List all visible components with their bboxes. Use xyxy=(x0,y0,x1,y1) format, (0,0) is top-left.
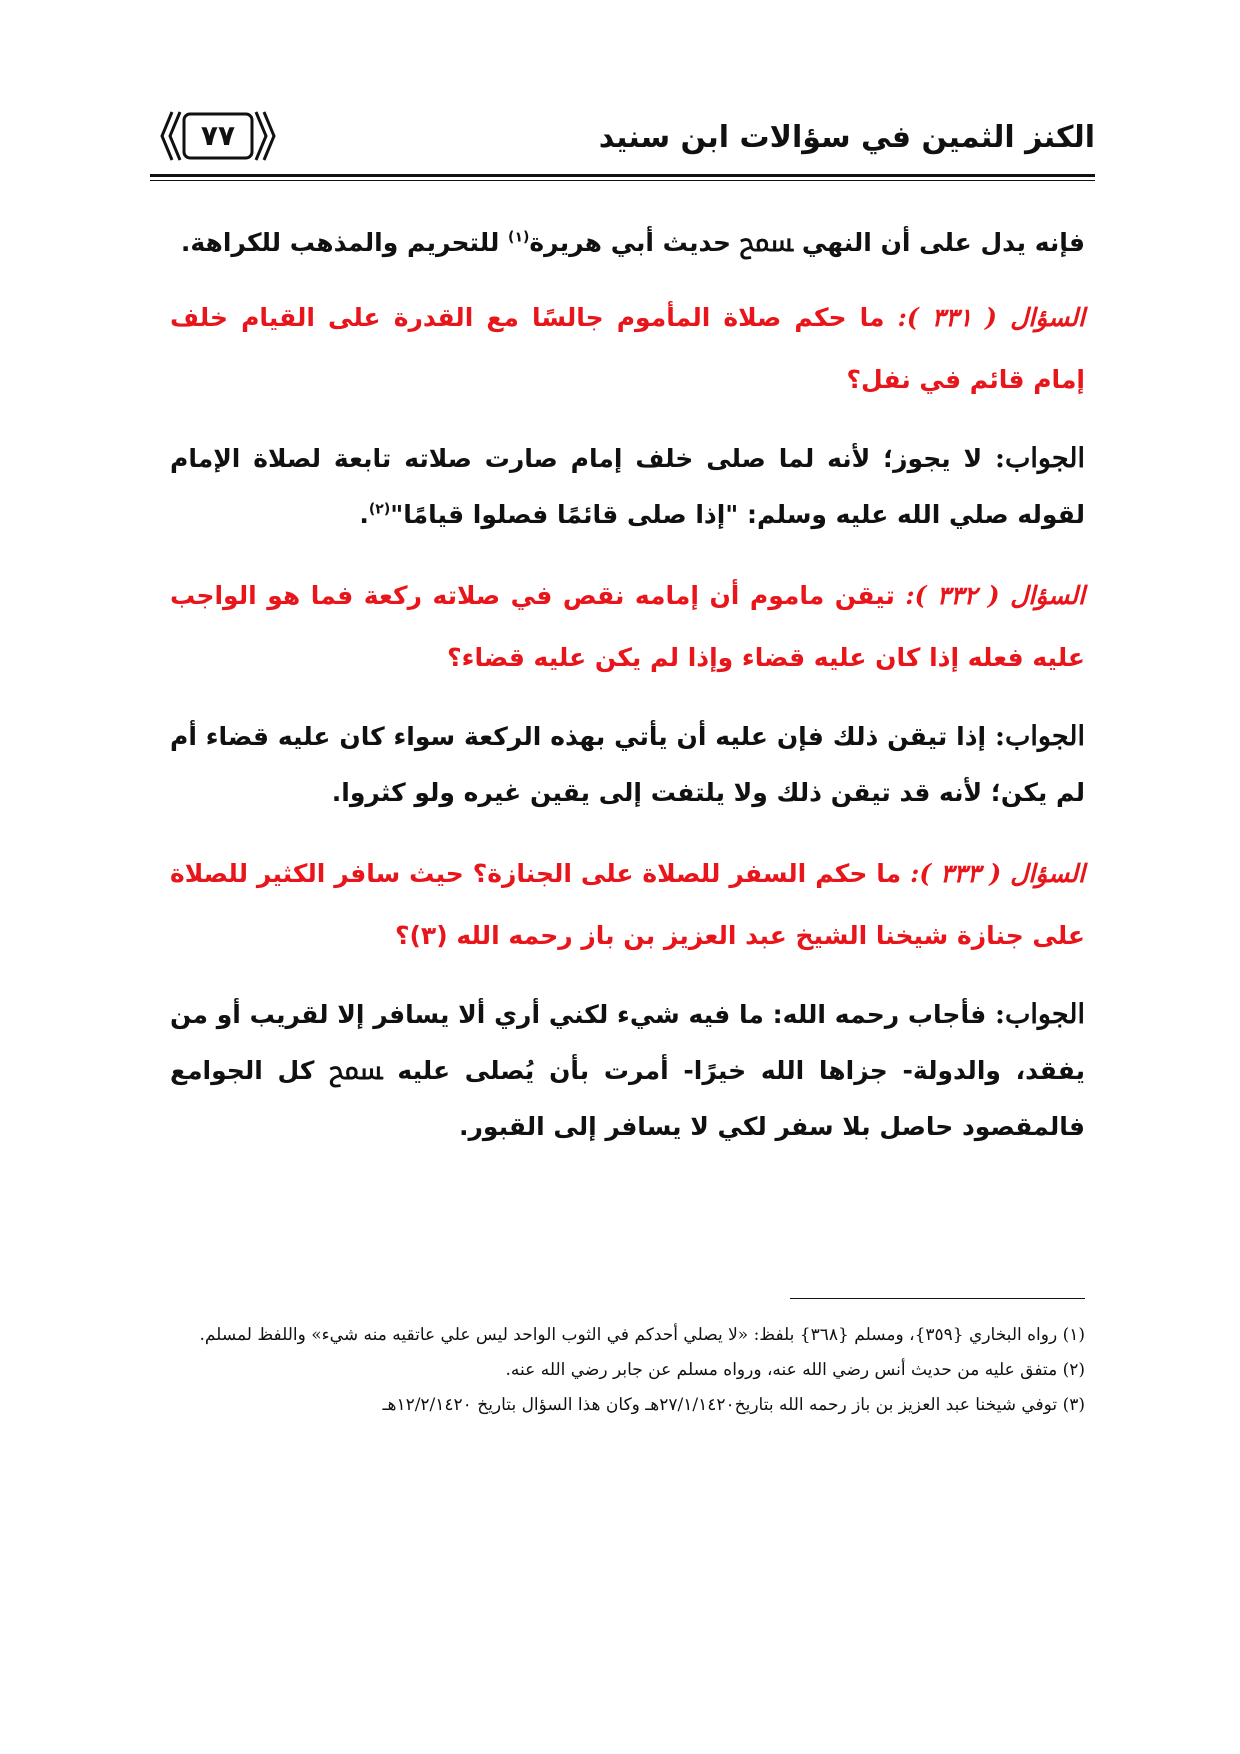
question-text: تيقن ماموم أن إمامه نقص في صلاته ركعة فما هو الواجب عليه فعله إذا كان عليه قضاء وإذا لم يكن عليه قضاء؟ xyxy=(170,581,1085,672)
answer-332 xyxy=(170,709,1085,821)
intro-text: فإنه يدل على أن النهي ﵟ حديث أبي هريرة xyxy=(529,228,1085,257)
question-label: السؤال ( ٣٣١ ): xyxy=(897,303,1085,332)
answer-text: إذا تيقن ذلك فإن عليه أن يأتي بهذه الركعة سواء كان عليه قضاء أم لم يكن؛ لأنه قد تيقن ذلك ولا يلتفت إلى يقين غيره ولو كثروا. xyxy=(170,722,1085,807)
footnote-ref-2: (٢) xyxy=(368,501,391,518)
question-text: ما حكم صلاة المأموم جالسًا مع القدرة على القيام خلف إمام قائم في نفل؟ xyxy=(170,303,1085,394)
footnotes xyxy=(155,1318,1085,1423)
footnote-1: (١) رواه البخاري {٣٥٩}، ومسلم {٣٦٨} بلفظ: «لا يصلي أحدكم في الثوب الواحد ليس علي عاتقيه منه شيء» واللفظ لمسلم. xyxy=(199,1325,1085,1345)
intro-paragraph xyxy=(170,215,1085,271)
page-header xyxy=(150,100,1095,180)
page-body xyxy=(170,215,1085,1177)
answer-tail: . xyxy=(359,500,369,529)
answer-text: فأجاب رحمه الله: ما فيه شيء لكني أري ألا يسافر إلا لقريب أو من يفقد، والدولة- جزاها الله خيرًا- أمرت بأن يُصلى عليه ﵟ كل الجوامع فالمقصود حاصل بلا سفر لكي لا يسافر إلى القبور. xyxy=(170,1000,1085,1141)
question-label: السؤال ( ٣٣٣ ): xyxy=(910,859,1085,888)
question-text: ما حكم السفر للصلاة على الجنازة؟ حيث سافر الكثير للصلاة على جنازة شيخنا الشيخ عبد العزيز بن باز رحمه الله (٣)؟ xyxy=(170,859,1085,950)
question-332 xyxy=(170,565,1085,689)
header-rule-thin xyxy=(150,180,1095,181)
answer-label: الجواب: xyxy=(995,721,1085,752)
question-333 xyxy=(170,843,1085,967)
question-331 xyxy=(170,287,1085,411)
answer-label: الجواب: xyxy=(995,443,1085,474)
footnote-ref-1: (١) xyxy=(508,229,530,246)
page-number-badge xyxy=(158,108,278,164)
answer-text: لا يجوز؛ لأنه لما صلى خلف إمام صارت صلاته تابعة لصلاة الإمام لقوله صلي الله عليه وسلم: "إذا صلى قائمًا فصلوا قيامًا" xyxy=(170,444,1085,529)
page-number: ٧٧ xyxy=(200,119,236,152)
answer-331 xyxy=(170,431,1085,543)
book-title: الكنز الثمين في سؤالات ابن سنيد xyxy=(598,120,1095,155)
footnote-2: (٢) متفق عليه من حديث أنس رضي الله عنه، ورواه مسلم عن جابر رضي الله عنه. xyxy=(505,1360,1085,1380)
footnote-3: (٣) توفي شيخنا عبد العزيز بن باز رحمه الله بتاريخ٢٧/١/١٤٢٠هـ وكان هذا السؤال بتاريخ ١٢/٢/١٤٢٠هـ xyxy=(382,1395,1085,1415)
intro-text-end: للتحريم والمذهب للكراهة. xyxy=(180,228,509,257)
header-rule xyxy=(150,174,1095,177)
answer-333 xyxy=(170,987,1085,1155)
answer-label: الجواب: xyxy=(995,999,1085,1030)
question-label: السؤال ( ٣٣٢ ): xyxy=(905,581,1085,610)
footnote-divider xyxy=(790,1298,1085,1299)
